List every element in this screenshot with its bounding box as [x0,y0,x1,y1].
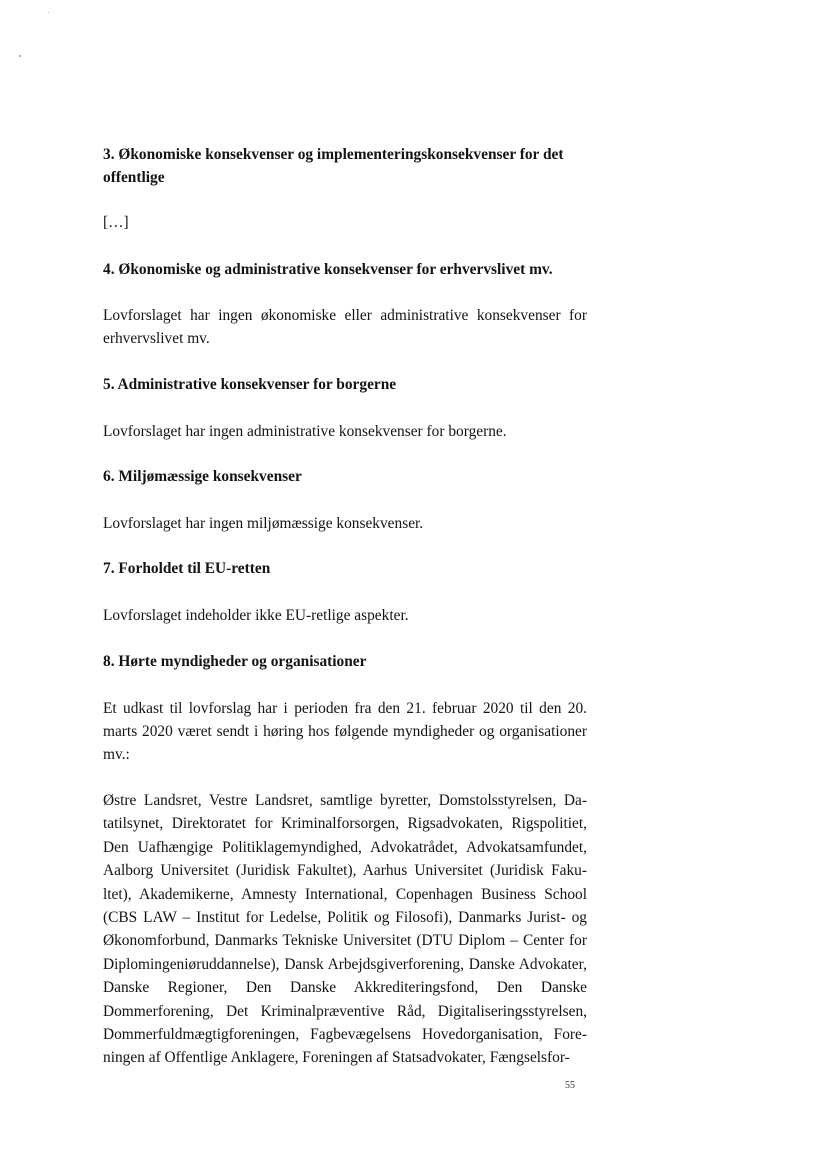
section-heading-8: 8. Hørte myndigheder og organisationer [103,653,367,670]
consultation-list: Østre Landsret, Vestre Landsret, samtlige byretter, Domstolsstyrelsen, Datatilsynet, Direktoratet for Kriminalforsorgen, Rigsadvokaten, Rigspolitiet, Den Uafhængige Politiklagemyndighed, Advokatrådet, Advokatsamfundet, Aalborg Universitet (Juridisk Fakultet), Aarhus Universitet (Juridisk Fakultet), Akademikerne, Amnesty International, Copenhagen Business School (CBS LAW – Institut for Ledelse, Politik og Filosofi), Danmarks Jurist- og Økonomforbund, Danmarks Tekniske Universitet (DTU Diplom – Center for Diplomingeniøruddannelse), Dansk Arbejdsgiverforening, Danske Advokater, Danske Regioner, Den Danske Akkrediteringsfond, Den Danske Dommerforening, Det Kriminalpræventive Råd, Digitaliseringsstyrelsen, Dommerfuldmægtigforeningen, Fagbevægelsens Hovedorganisation, Foreningen af Offentlige Anklagere, Foreningen af Statsadvokater, Fængselsfor- [103,792,587,1067]
section-heading-7: 7. Forholdet til EU-retten [103,560,271,577]
section-heading-4: 4. Økonomiske og administrative konsekvenser for erhvervslivet mv. [103,261,553,278]
section-body-6: Lovforslaget har ingen miljømæssige konsekvenser. [103,515,424,532]
section-body-5: Lovforslaget har ingen administrative konsekvenser for borgerne. [103,423,507,440]
section-heading-5: 5. Administrative konsekvenser for borgerne [103,376,397,393]
section-body-4: Lovforslaget har ingen økonomiske eller administrative konsekvenser for erhvervslivet mv. [103,307,587,348]
section-heading-3: 3. Økonomiske konsekvenser og implementeringskonsekvenser for det offentlige [103,146,564,186]
section-body-7: Lovforslaget indeholder ikke EU-retlige aspekter. [103,607,409,624]
scan-speck [19,55,21,57]
section-body-3: […] [103,214,129,231]
section-heading-6: 6. Miljømæssige konsekvenser [103,468,302,485]
section-body-8: Et udkast til lovforslag har i perioden fra den 21. februar 2020 til den 20. marts 2020 været sendt i høring hos følgende myndigheder og organisationer mv.: [103,700,587,764]
page-number: 55 [565,1080,575,1091]
scan-speck [48,12,49,13]
